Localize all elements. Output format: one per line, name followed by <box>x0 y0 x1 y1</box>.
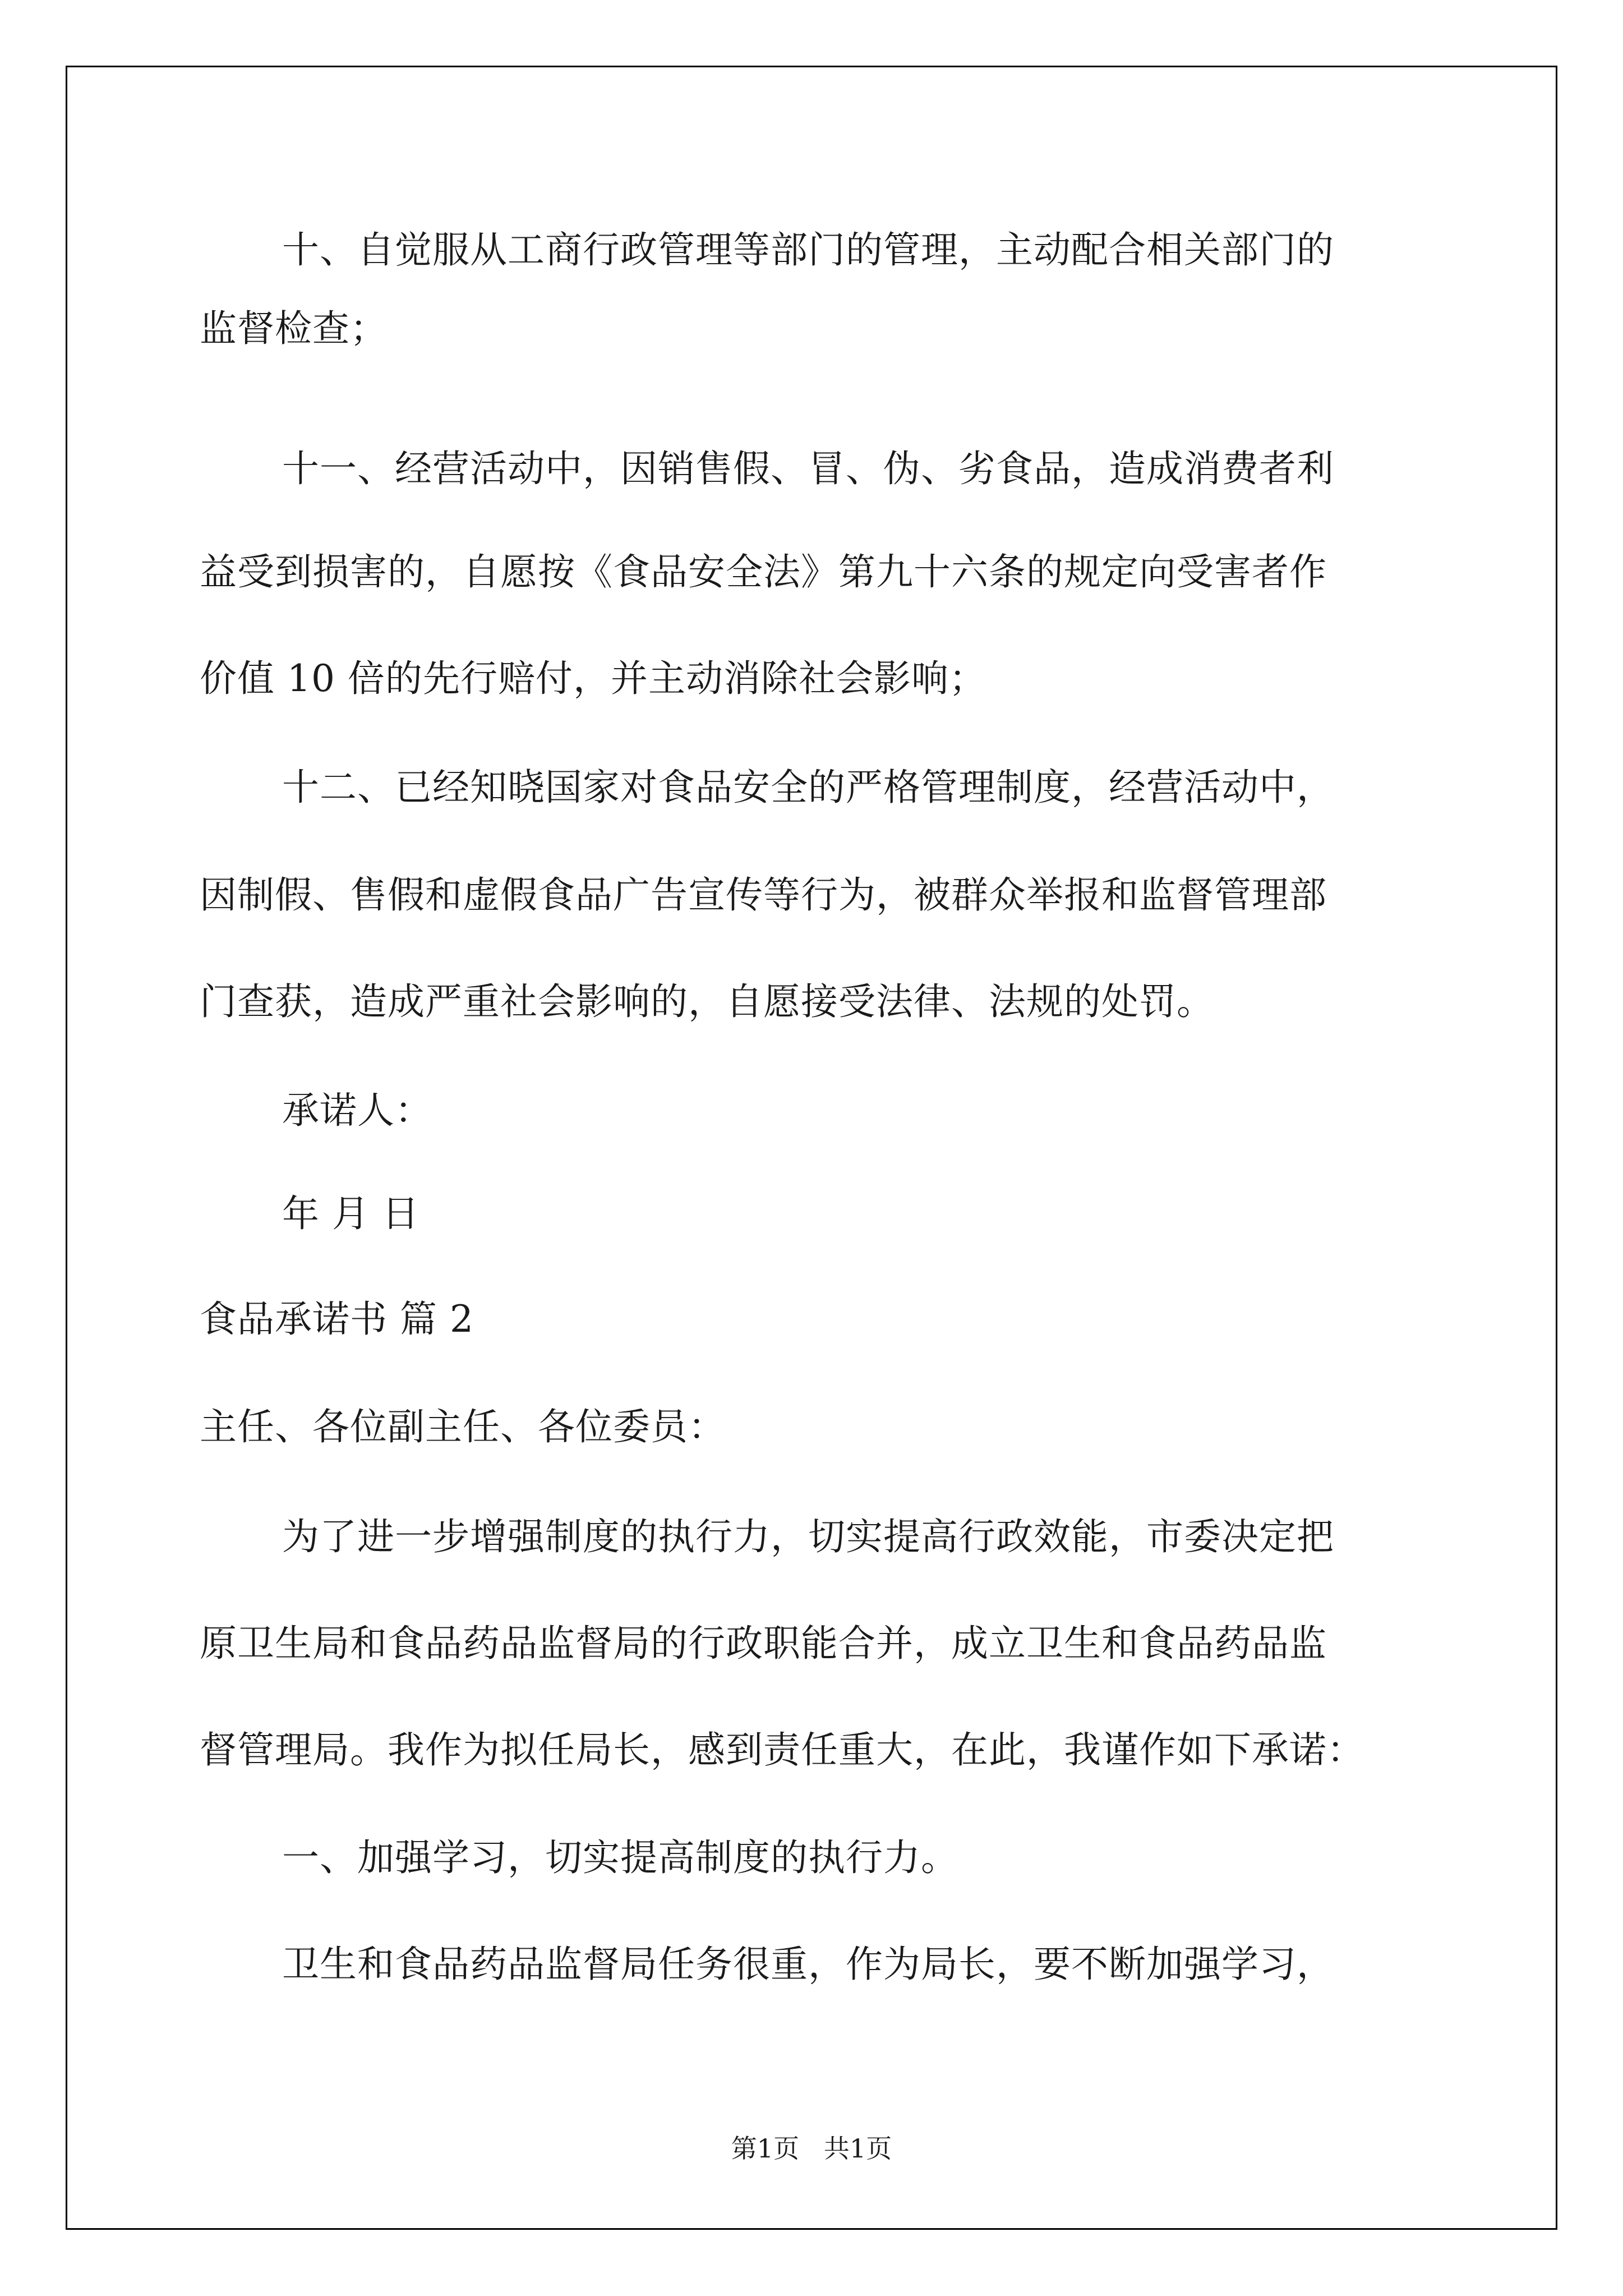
pledge-1-heading: 一、加强学习，切实提高制度的执行力。 <box>282 1836 958 1879</box>
section-title: 食品承诺书 篇 2 <box>200 1297 474 1341</box>
paragraph-11-line-1: 十一、经营活动中，因销售假、冒、伪、劣食品，造成消费者利 <box>282 447 1334 490</box>
paragraph-11-line-2: 益受到损害的，自愿按《食品安全法》第九十六条的规定向受害者作 <box>200 550 1327 593</box>
salutation: 主任、各位副主任、各位委员： <box>200 1405 726 1448</box>
signatory-label: 承诺人： <box>282 1089 432 1132</box>
paragraph-10-line-2: 监督检查； <box>200 307 388 350</box>
paragraph-12-line-1: 十二、已经知晓国家对食品安全的严格管理制度，经营活动中， <box>282 766 1334 809</box>
paragraph-12-line-2: 因制假、售假和虚假食品广告宣传等行为，被群众举报和监督管理部 <box>200 873 1327 917</box>
page-border <box>66 66 1557 2230</box>
intro-line-2: 原卫生局和食品药品监督局的行政职能合并，成立卫生和食品药品监 <box>200 1622 1327 1665</box>
intro-line-3: 督管理局。我作为拟任局长，感到责任重大，在此，我谨作如下承诺： <box>200 1728 1364 1772</box>
date-placeholder: 年 月 日 <box>282 1192 419 1235</box>
paragraph-11-line-3: 价值 10 倍的先行赔付，并主动消除社会影响； <box>200 657 986 700</box>
intro-line-1: 为了进一步增强制度的执行力，切实提高行政效能，市委决定把 <box>282 1515 1334 1558</box>
paragraph-10-line-1: 十、自觉服从工商行政管理等部门的管理，主动配合相关部门的 <box>282 228 1334 272</box>
pledge-1-body-line-1: 卫生和食品药品监督局任务很重，作为局长，要不断加强学习， <box>282 1943 1334 1986</box>
paragraph-12-line-3: 门查获，造成严重社会影响的，自愿接受法律、法规的处罚。 <box>200 980 1214 1023</box>
page-number: 第1页 共1页 <box>731 2133 892 2164</box>
